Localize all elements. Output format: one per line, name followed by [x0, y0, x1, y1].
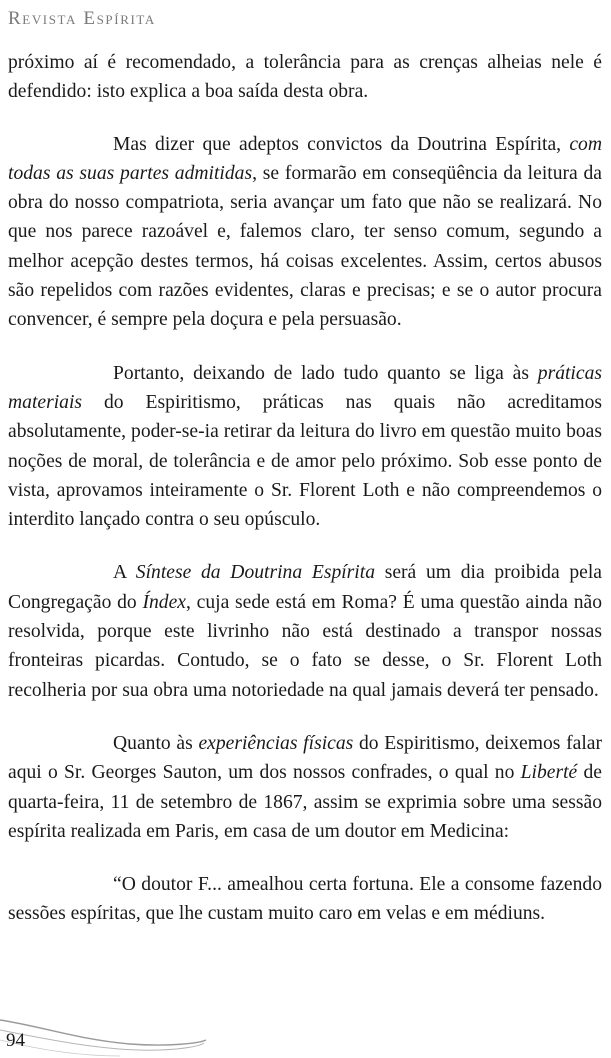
paragraph-4	[8, 558, 602, 704]
text-run: será um dia proibida pela Congregação do	[8, 562, 602, 613]
body-text	[8, 48, 602, 953]
page-number: 94	[6, 1030, 25, 1051]
text-run: Quanto às	[113, 732, 199, 754]
text-run: , cuja sede está em Roma? É uma questão ainda não resolvida, porque este livrinho não está destinado a transpor nossas fronteiras picardas. Contudo, se o fato se desse, o Sr. Florent Loth recolheria por sua obra uma notoriedade na qual jamais deverá ter pensado.	[8, 591, 602, 701]
paragraph-5	[8, 729, 602, 846]
text-run: , se formarão em conseqüência da leitura da obra do nosso compatriota, seria avançar um fato que não se realizará. No que nos parece razoável e, falemos claro, ter senso comum, segundo a melhor acepção destes termos, há coisas excelentes. Assim, certos abusos são repelidos com razões evidentes, claras e precisas; e se o autor procura convencer, é sempre pela doçura e pela persuasão.	[8, 162, 602, 331]
italic-run: práticas materiais	[8, 362, 602, 413]
text-run: do Espiritismo, práticas nas quais não acreditamos absolutamente, poder-se-ia retirar da leitura do livro em questão muito boas noções de moral, de tolerância e de amor pelo próximo. Sob esse ponto de vista, aprovamos inteiramente o Sr. Florent Loth e não compreendemos o interdito lançado contra o seu opúsculo.	[8, 391, 602, 531]
running-head: Revista Espírita	[8, 8, 156, 29]
text-run: do Espiritismo, deixemos falar aqui o Sr. Georges Sauton, um dos nossos confrades, o qual no	[8, 732, 602, 784]
italic-run: com todas as suas partes admitidas	[8, 133, 602, 184]
italic-run: experiências físicas	[198, 732, 354, 754]
paragraph-6: “O doutor F... amealhou certa fortuna. Ele a consome fazendo sessões espíritas, que lhe custam muito caro em velas e em médiuns.	[8, 874, 602, 925]
text-run: A	[113, 562, 136, 584]
text-run: Mas dizer que adeptos convictos da Doutrina Espírita,	[113, 133, 570, 155]
italic-run: Liberté	[520, 762, 578, 784]
footer-swoosh	[0, 1010, 611, 1058]
italic-run: Síntese da Doutrina Espírita	[135, 562, 375, 584]
paragraph-2	[8, 130, 602, 335]
text-run: Portanto, deixando de lado tudo quanto se liga às	[113, 362, 538, 384]
text-run: de quarta-feira, 11 de setembro de 1867, assim se exprimia sobre uma sessão espírita realizada em Paris, em casa de um doutor em Medicina:	[8, 762, 602, 842]
italic-run: Índex	[142, 591, 186, 613]
paragraph-1: próximo aí é recomendado, a tolerância para as crenças alheias nele é defendido: isto explica a boa saída desta obra.	[8, 52, 602, 103]
paragraph-3	[8, 359, 602, 535]
